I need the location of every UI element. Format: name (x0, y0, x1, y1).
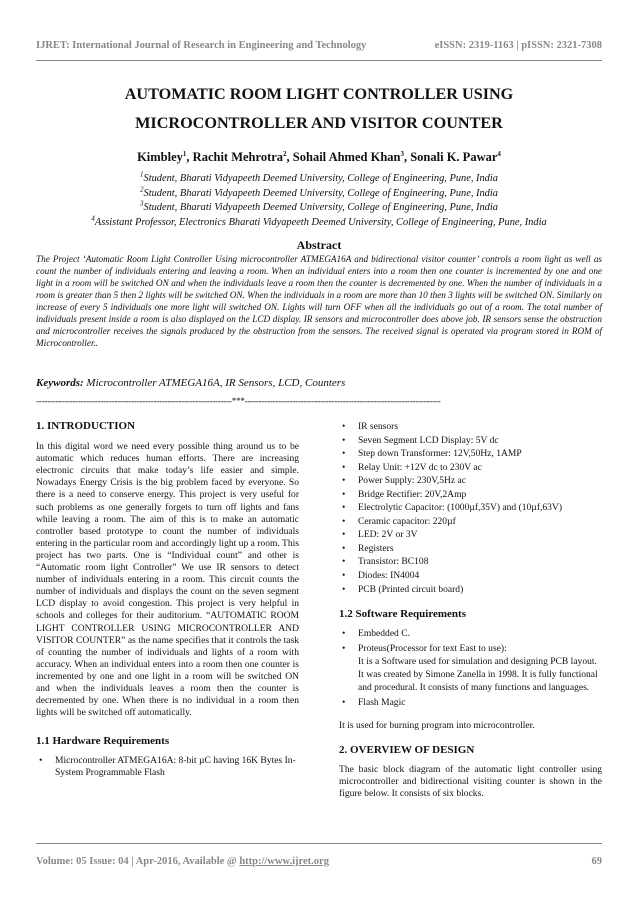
list-item: • Proteus(Processor for text East to use): It is a Software used for simulation and designing PCB layout. It was created by Simone Zanella in 1998. It is fully functional and procedural. It consists of many functions and languages. (342, 643, 598, 693)
list-item: • Seven Segment LCD Display: 5V dc (342, 434, 499, 446)
footer-rule (36, 843, 602, 844)
header-rule (36, 60, 602, 61)
list-item: • Embedded C. (342, 628, 410, 640)
issn-info: eISSN: 2319-1163 | pISSN: 2321-7308 (434, 40, 602, 51)
title-line-1: AUTOMATIC ROOM LIGHT CONTROLLER USING (124, 85, 514, 103)
intro-heading: 1. INTRODUCTION (36, 420, 136, 432)
left-column (36, 420, 299, 780)
list-item: • Registers (342, 542, 394, 554)
author-list: Kimbley$^1$, Rachit Mehrotra$^2$, Sohail Ahmed Khan$^3$, Sonali K. Pawar$^4$ (137, 149, 501, 164)
running-header (36, 40, 602, 51)
list-item: • LED: 2V or 3V (342, 529, 418, 541)
author: Sonali K. Pawar$^4$ (410, 149, 501, 164)
running-footer (36, 856, 602, 867)
affiliation: $^1$Student, Bharati Vidyapeeth Deemed University, College of Engineering, Pune, India (140, 170, 498, 184)
software-list (339, 628, 602, 709)
journal-link[interactable]: http://www.ijret.org (239, 856, 329, 867)
list-item: • Relay Unit: +12V dc to 230V ac (342, 461, 482, 473)
keywords (36, 377, 602, 389)
volume-info: Volume: 05 Issue: 04 | Apr-2016, Available @ http://www.ijret.org (36, 856, 329, 867)
list-item: • Electrolytic Capacitor: (1000µf,35V) and (10µf,63V) (342, 502, 562, 514)
list-item: • Bridge Rectifier: 20V,2Amp (342, 488, 467, 500)
hardware-list-right (339, 420, 602, 596)
list-item: • Diodes: IN4004 (342, 570, 420, 582)
list-item: • Microcontroller ATMEGA16A: 8-bit µC having 16K Bytes In-System Programmable Flash (39, 755, 296, 779)
list-item: • Power Supply: 230V,5Hz ac (342, 475, 467, 487)
affiliations (30, 172, 608, 230)
abstract-heading: Abstract (296, 238, 342, 252)
page-number: 69 (591, 856, 602, 867)
list-item: • Transistor: BC108 (342, 556, 429, 568)
list-item: • PCB (Printed circuit board) (342, 583, 464, 595)
journal-name: IJRET: International Journal of Research in Engineering and Technology (36, 40, 367, 51)
hardware-list-left (36, 755, 299, 779)
affiliation: $^2$Student, Bharati Vidyapeeth Deemed University, College of Engineering, Pune, India (140, 185, 498, 199)
keywords-label: Keywords: (36, 377, 84, 389)
software-heading: 1.2 Software Requirements (339, 608, 466, 621)
hardware-heading: 1.1 Hardware Requirements (36, 735, 170, 748)
overview-heading: 2. OVERVIEW OF DESIGN (339, 743, 475, 756)
list-item: • Flash Magic (342, 696, 406, 708)
list-item: • Step down Transformer: 12V,50Hz, 1AMP (342, 448, 522, 460)
software-note: It is used for burning program into microcontroller. (339, 719, 535, 731)
keywords-text: Microcontroller ATMEGA16A, IR Sensors, LCD, Counters (86, 377, 346, 389)
title-line-2: MICROCONTROLLER AND VISITOR COUNTER (135, 114, 503, 132)
overview-text: The basic block diagram of the automatic light controller using microcontroller and bidirectional visiting counter is shown in the figure below. It consists of six blocks. (339, 763, 602, 800)
author: Sohail Ahmed Khan$^3$ (292, 149, 404, 164)
software-description: It is a Software used for simulation and designing PCB layout. It was created by Simone Zanella in 1998. It is fully functional and procedural. It consists of many functions and languages. (358, 656, 598, 693)
paper-title (40, 80, 598, 138)
author: Rachit Mehrotra$^2$ (192, 149, 287, 164)
affiliation: $^4$Assistant Professor, Electronics Bharati Vidyapeeth Deemed University, College of Engineering, Pune, India (91, 214, 547, 228)
list-item: • IR sensors (342, 421, 399, 432)
intro-text: In this digital word we need every possible thing around us to be automatic which reduces human efforts. There are increasing electronic circuits that make today’s life easier and simple. Nowadays Energy Crisis is the big problem faced by everyone. So there is a need to conserve energy. This project is very useful for such problems as one generally forgets to turn off lights and fans while leaving a room. The aim of this is to make an automatic controller based prototype to count the number of individuals entering in the particular room and accordingly light up a room. This project has two parts. One is “Individual count” and other is “Automatic room light Controller” We use IR sensors to detect number of individuals entering in a room. This circuit counts the number of individuals and displays the count on the seven segment LCD display to avoid congestion. This project is very helpful in schools and colleges for their auditorium. “AUTOMATIC ROOM LIGHT CONTROLLER USING MICROCONTROLLER AND VISITOR COUNTER” as the name specifies that it controls the task of counting the number of individuals and lights of a room with accuracy. When an individual enters into a room then one counter is incremented by one and one light in a room will be switched ON and when the individuals leaves a room then the counter is decremented by one. When there is no individual in a room then lights will be switched off automatically. (36, 441, 299, 719)
abstract-text: The Project ‘Automatic Room Light Controller Using microcontroller ATMEGA16A and bidirectional visitor counter’ controls a room light as well as count the number of individuals entering and leaving a room. When an individual enters into a room then one counter is incremented by one and one light in a room will be switched ON and when the individuals leave a room then the counter is decremented by one. When the number of individuals in a room is greater than 5 then 2 lights will be switched ON. When the individuals in a room are more than 10 then 3 lights will be switched ON. Similarly on increase of every 5 individuals one more light will switched ON. Lights will turn OFF when all the individuals go out of a room. The total number of individuals present inside a room is also displayed on the LCD display. IR sensors and microcontroller does above job. IR sensors sense the obstruction and microcontroller receives the signals produced by the obstruction from the sensors. The received signal is operated via program stored in ROM of Microcontroller.. (36, 254, 602, 348)
affiliation: $^3$Student, Bharati Vidyapeeth Deemed University, College of Engineering, Pune, India (140, 199, 498, 214)
list-item: • Ceramic capacitor: 220µf (342, 515, 456, 527)
author: Kimbley$^1$ (137, 149, 187, 164)
section-separator: ----------------------------------------------------------------------***---------------------------------------------------------------------- (36, 396, 441, 406)
right-column (339, 420, 602, 800)
